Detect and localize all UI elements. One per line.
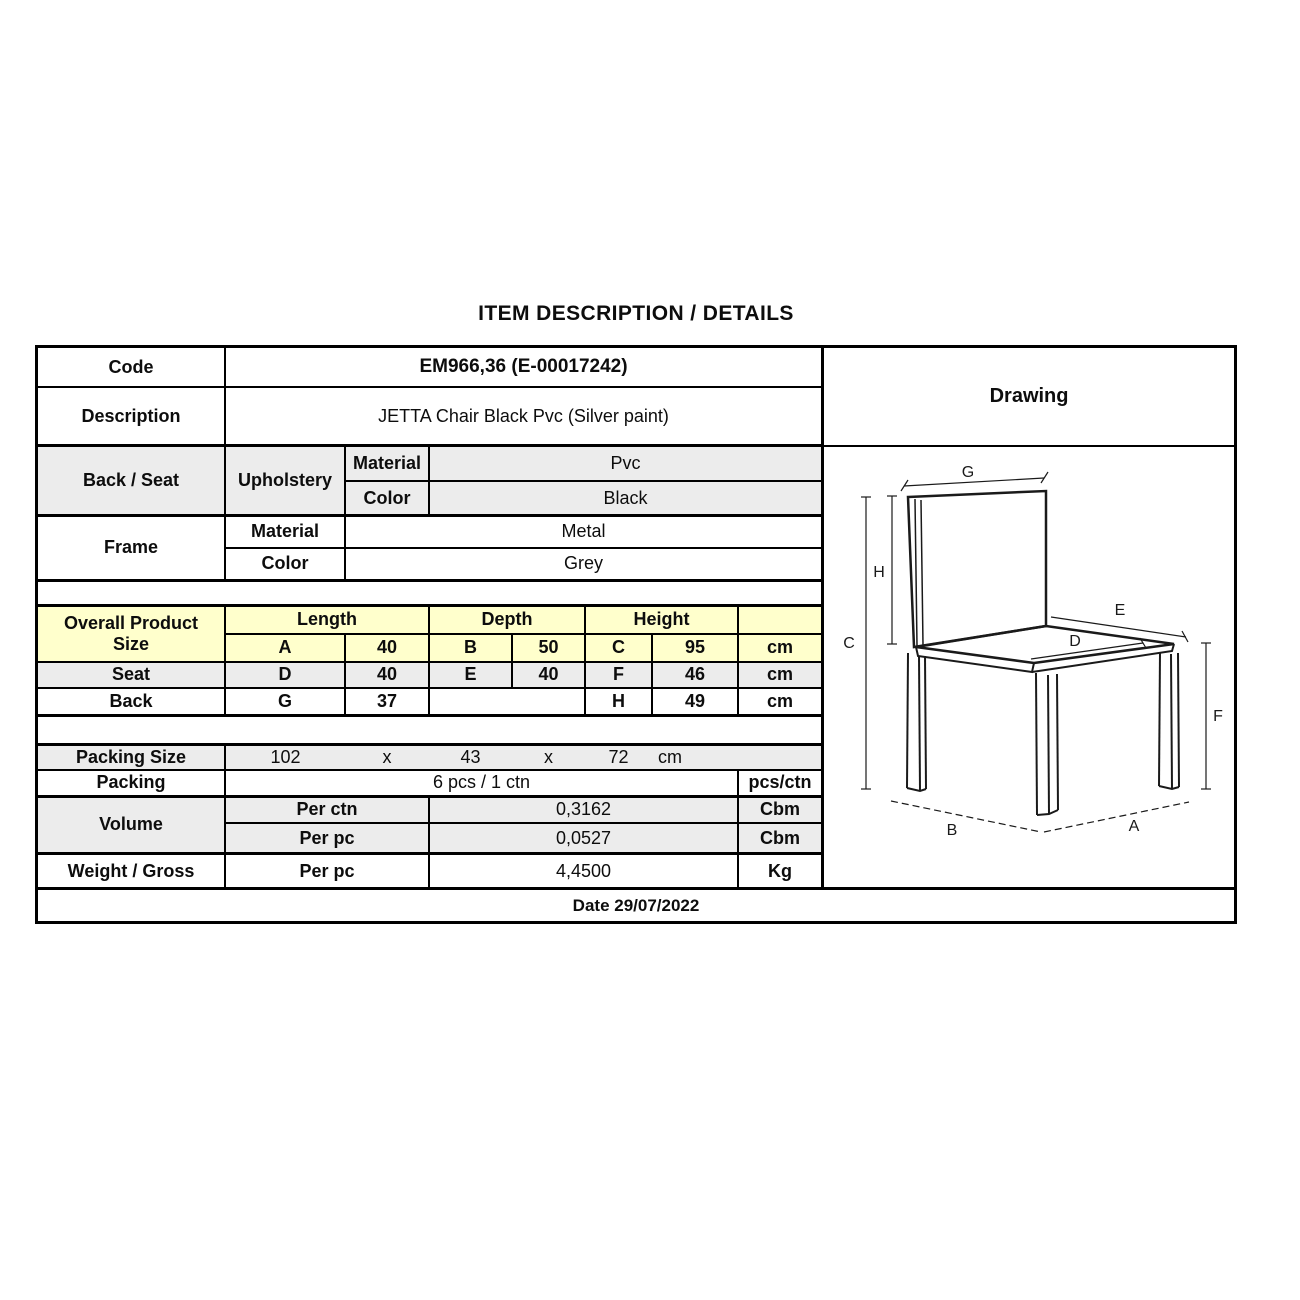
description-value: JETTA Chair Black Pvc (Silver paint) (225, 387, 821, 446)
volume-per-pc-label: Per pc (225, 823, 429, 853)
volume-label: Volume (38, 796, 225, 854)
table-row-volume-ctn (38, 796, 821, 823)
spec-sheet (35, 345, 1237, 924)
seat-depth-value: 40 (512, 662, 585, 688)
seat-depth-key: E (429, 662, 512, 688)
backseat-label: Back / Seat (38, 446, 225, 516)
chair-leg-left (907, 653, 926, 791)
dim-label-F: F (1213, 708, 1223, 725)
table-row-size-seat (38, 662, 821, 688)
dim-label-C: C (843, 635, 855, 652)
code-label: Code (38, 348, 225, 387)
table-row-frame-material (38, 516, 821, 548)
table-row-size-back (38, 688, 821, 715)
dim-label-E: E (1114, 602, 1126, 619)
volume-per-ctn-value: 0,3162 (429, 796, 738, 823)
overall-length-value: 40 (345, 634, 429, 662)
packing-label: Packing (38, 770, 225, 796)
page-title: ITEM DESCRIPTION / DETAILS (478, 302, 794, 325)
weight-unit: Kg (738, 854, 821, 887)
frame-material-value: Metal (345, 516, 821, 548)
packing-value: 6 pcs / 1 ctn (225, 770, 738, 796)
depth-header: Depth (429, 605, 585, 633)
table-row-packing-size (38, 745, 821, 770)
table-row-packing (38, 770, 821, 796)
dim-label-B: B (946, 822, 958, 839)
table-row-description (38, 387, 821, 446)
overall-depth-key: B (429, 634, 512, 662)
frame-label: Frame (38, 516, 225, 581)
spacer-cell-2 (38, 715, 821, 744)
dim-label-H: H (873, 564, 885, 581)
backseat-material-label: Material (345, 446, 429, 481)
packing-sep1: x (345, 745, 429, 770)
dim-label-D: D (1069, 633, 1081, 650)
overall-length-key: A (225, 634, 345, 662)
spec-table (38, 348, 821, 887)
packing-dim1: 102 (225, 745, 345, 770)
chair-back-post-line2 (921, 500, 923, 645)
packing-sep2: x (512, 745, 585, 770)
volume-per-ctn-label: Per ctn (225, 796, 429, 823)
length-header: Length (225, 605, 429, 633)
back-length-key: G (225, 688, 345, 715)
volume-per-pc-unit: Cbm (738, 823, 821, 853)
frame-material-label: Material (225, 516, 345, 548)
packing-unit: pcs/ctn (738, 770, 821, 796)
overall-height-value: 95 (652, 634, 738, 662)
dim-label-A: A (1128, 818, 1140, 835)
table-row-backseat-material (38, 446, 821, 481)
packing-dim2: 43 (429, 745, 512, 770)
seat-height-value: 46 (652, 662, 738, 688)
table-row-code (38, 348, 821, 387)
description-label: Description (38, 387, 225, 446)
packing-dim3: 72 (585, 745, 652, 770)
back-unit: cm (738, 688, 821, 715)
back-length-value: 37 (345, 688, 429, 715)
table-row-weight (38, 854, 821, 887)
seat-unit: cm (738, 662, 821, 688)
packing-size-empty (738, 745, 821, 770)
seat-length-key: D (225, 662, 345, 688)
chair-back-post-line1 (915, 499, 917, 646)
packing-size-unit: cm (652, 745, 738, 770)
overall-size-label (38, 605, 225, 662)
date-row (38, 887, 1234, 921)
weight-label: Weight / Gross (38, 854, 225, 887)
weight-value: 4,4500 (429, 854, 738, 887)
chair-back-panel (908, 491, 1046, 647)
spacer-cell (38, 580, 821, 605)
dim-label-G: G (961, 464, 975, 481)
packing-size-label: Packing Size (38, 745, 225, 770)
back-label: Back (38, 688, 225, 715)
table-row-spacer2 (38, 715, 821, 744)
backseat-color-value: Black (429, 481, 821, 515)
drawing-panel (821, 348, 1234, 887)
seat-height-key: F (585, 662, 652, 688)
frame-color-value: Grey (345, 548, 821, 580)
weight-per-pc-label: Per pc (225, 854, 429, 887)
backseat-material-value: Pvc (429, 446, 821, 481)
volume-per-pc-value: 0,0527 (429, 823, 738, 853)
overall-size-label-line2: Size (112, 633, 150, 654)
frame-color-label: Color (225, 548, 345, 580)
drawing-header: Drawing (824, 348, 1234, 447)
overall-height-key: C (585, 634, 652, 662)
chair-leg-front (1036, 673, 1058, 815)
upholstery-label: Upholstery (225, 446, 345, 516)
chair-leg-right (1159, 652, 1179, 789)
volume-per-ctn-unit: Cbm (738, 796, 821, 823)
back-empty-cell (429, 688, 585, 715)
overall-size-label-line1: Overall Product (63, 613, 199, 634)
overall-depth-value: 50 (512, 634, 585, 662)
drawing-body (824, 447, 1234, 887)
backseat-color-label: Color (345, 481, 429, 515)
table-row-spacer (38, 580, 821, 605)
size-header-empty (738, 605, 821, 633)
overall-unit: cm (738, 634, 821, 662)
date-text: Date 29/07/2022 (572, 895, 700, 915)
table-row-size-header (38, 605, 821, 633)
height-header: Height (585, 605, 738, 633)
seat-length-value: 40 (345, 662, 429, 688)
back-height-key: H (585, 688, 652, 715)
seat-label: Seat (38, 662, 225, 688)
chair-drawing (824, 447, 1234, 882)
back-height-value: 49 (652, 688, 738, 715)
code-value: EM966,36 (E-00017242) (225, 348, 821, 387)
